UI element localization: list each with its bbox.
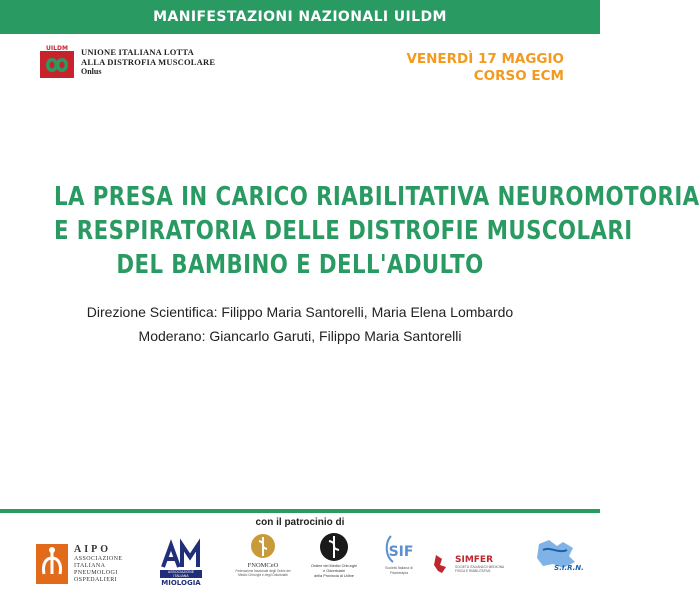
event-date: VENERDÌ 17 MAGGIO [406, 51, 564, 67]
title-line-3: DEL BAMBINO E DELL'ADULTO [116, 250, 484, 280]
header-title: MANIFESTAZIONI NAZIONALI UILDM [153, 9, 447, 25]
simfer-name: SIMFER [455, 555, 494, 565]
simfer-logo [432, 532, 510, 596]
fnomceo-name: FNOMCeO [247, 562, 279, 569]
course-title [0, 180, 700, 282]
organization-line-3: Onlus [81, 67, 102, 76]
moderators: Moderano: Giancarlo Garuti, Filippo Maria Santorelli [138, 328, 462, 344]
organization-block [40, 44, 215, 78]
simfer-text [455, 555, 510, 573]
sirn-logo [524, 532, 590, 596]
divider-line [0, 509, 600, 513]
sirn-name: S.I.R.N. [554, 564, 584, 572]
title-line-1: LA PRESA IN CARICO RIABILITATIVA NEUROMOTORIA [54, 182, 700, 212]
omceo-line-2: e Odontoiatri [323, 569, 345, 573]
uildm-logo-icon [40, 44, 74, 78]
aipo-text [74, 544, 122, 584]
aipo-line-3: PNEUMOLOGI [74, 570, 118, 576]
event-info [406, 51, 564, 85]
event-type: CORSO ECM [473, 68, 564, 84]
organization-line-2: ALLA DISTROFIA MUSCOLARE [81, 57, 216, 67]
aim-subtitle: ASSOCIAZIONE ITALIANA [160, 570, 202, 578]
header-band [0, 0, 600, 34]
omceo-udine-logo-icon [319, 532, 349, 562]
aim-logo [158, 532, 204, 596]
fnomceo-logo [232, 532, 294, 596]
fnomceo-logo-icon [250, 532, 276, 560]
aipo-logo [36, 532, 136, 596]
organization-name [81, 47, 215, 77]
aipo-name: AIPO [74, 544, 111, 555]
svg-text:UILDM: UILDM [46, 45, 68, 52]
sif-logo [376, 532, 422, 596]
organization-line-1: UNIONE ITALIANA LOTTA [81, 47, 194, 57]
sif-logo-icon [381, 532, 417, 566]
sif-name: SIF [388, 544, 414, 560]
aim-logo-icon [160, 541, 202, 569]
omceo-udine-logo [302, 532, 366, 596]
omceo-line-1: Ordine dei Medici Chirurghi [310, 564, 357, 568]
scientific-direction: Direzione Scientifica: Filippo Maria Santorelli, Maria Elena Lombardo [86, 304, 514, 320]
title-line-2: E RESPIRATORIA DELLE DISTROFIE MUSCOLARI [54, 216, 633, 246]
aipo-logo-icon [36, 544, 68, 584]
sif-subtitle: Società Italiana di Fisioterapia [385, 566, 413, 575]
omceo-line-3: della Provincia di Udine [314, 574, 354, 578]
omceo-udine-text [311, 564, 357, 579]
simfer-subtitle: SOCIETÀ ITALIANA DI MEDICINA FISICA E RIABILITATIVA [455, 565, 505, 573]
aipo-line-2: ITALIANA [74, 563, 106, 569]
simfer-logo-icon [432, 553, 452, 575]
patronage-logos [0, 532, 600, 600]
patronage-label: con il patrocinio di [255, 517, 345, 528]
credits [0, 300, 600, 348]
aipo-line-1: ASSOCIAZIONE [74, 556, 123, 562]
aipo-line-4: OSPEDALIERI [74, 577, 118, 583]
aim-name: MIOLOGIA [161, 579, 201, 587]
fnomceo-subtitle: Federazione Nazionale degli Ordini dei Medici Chirurghi e degli Odontoiatri [235, 569, 291, 577]
